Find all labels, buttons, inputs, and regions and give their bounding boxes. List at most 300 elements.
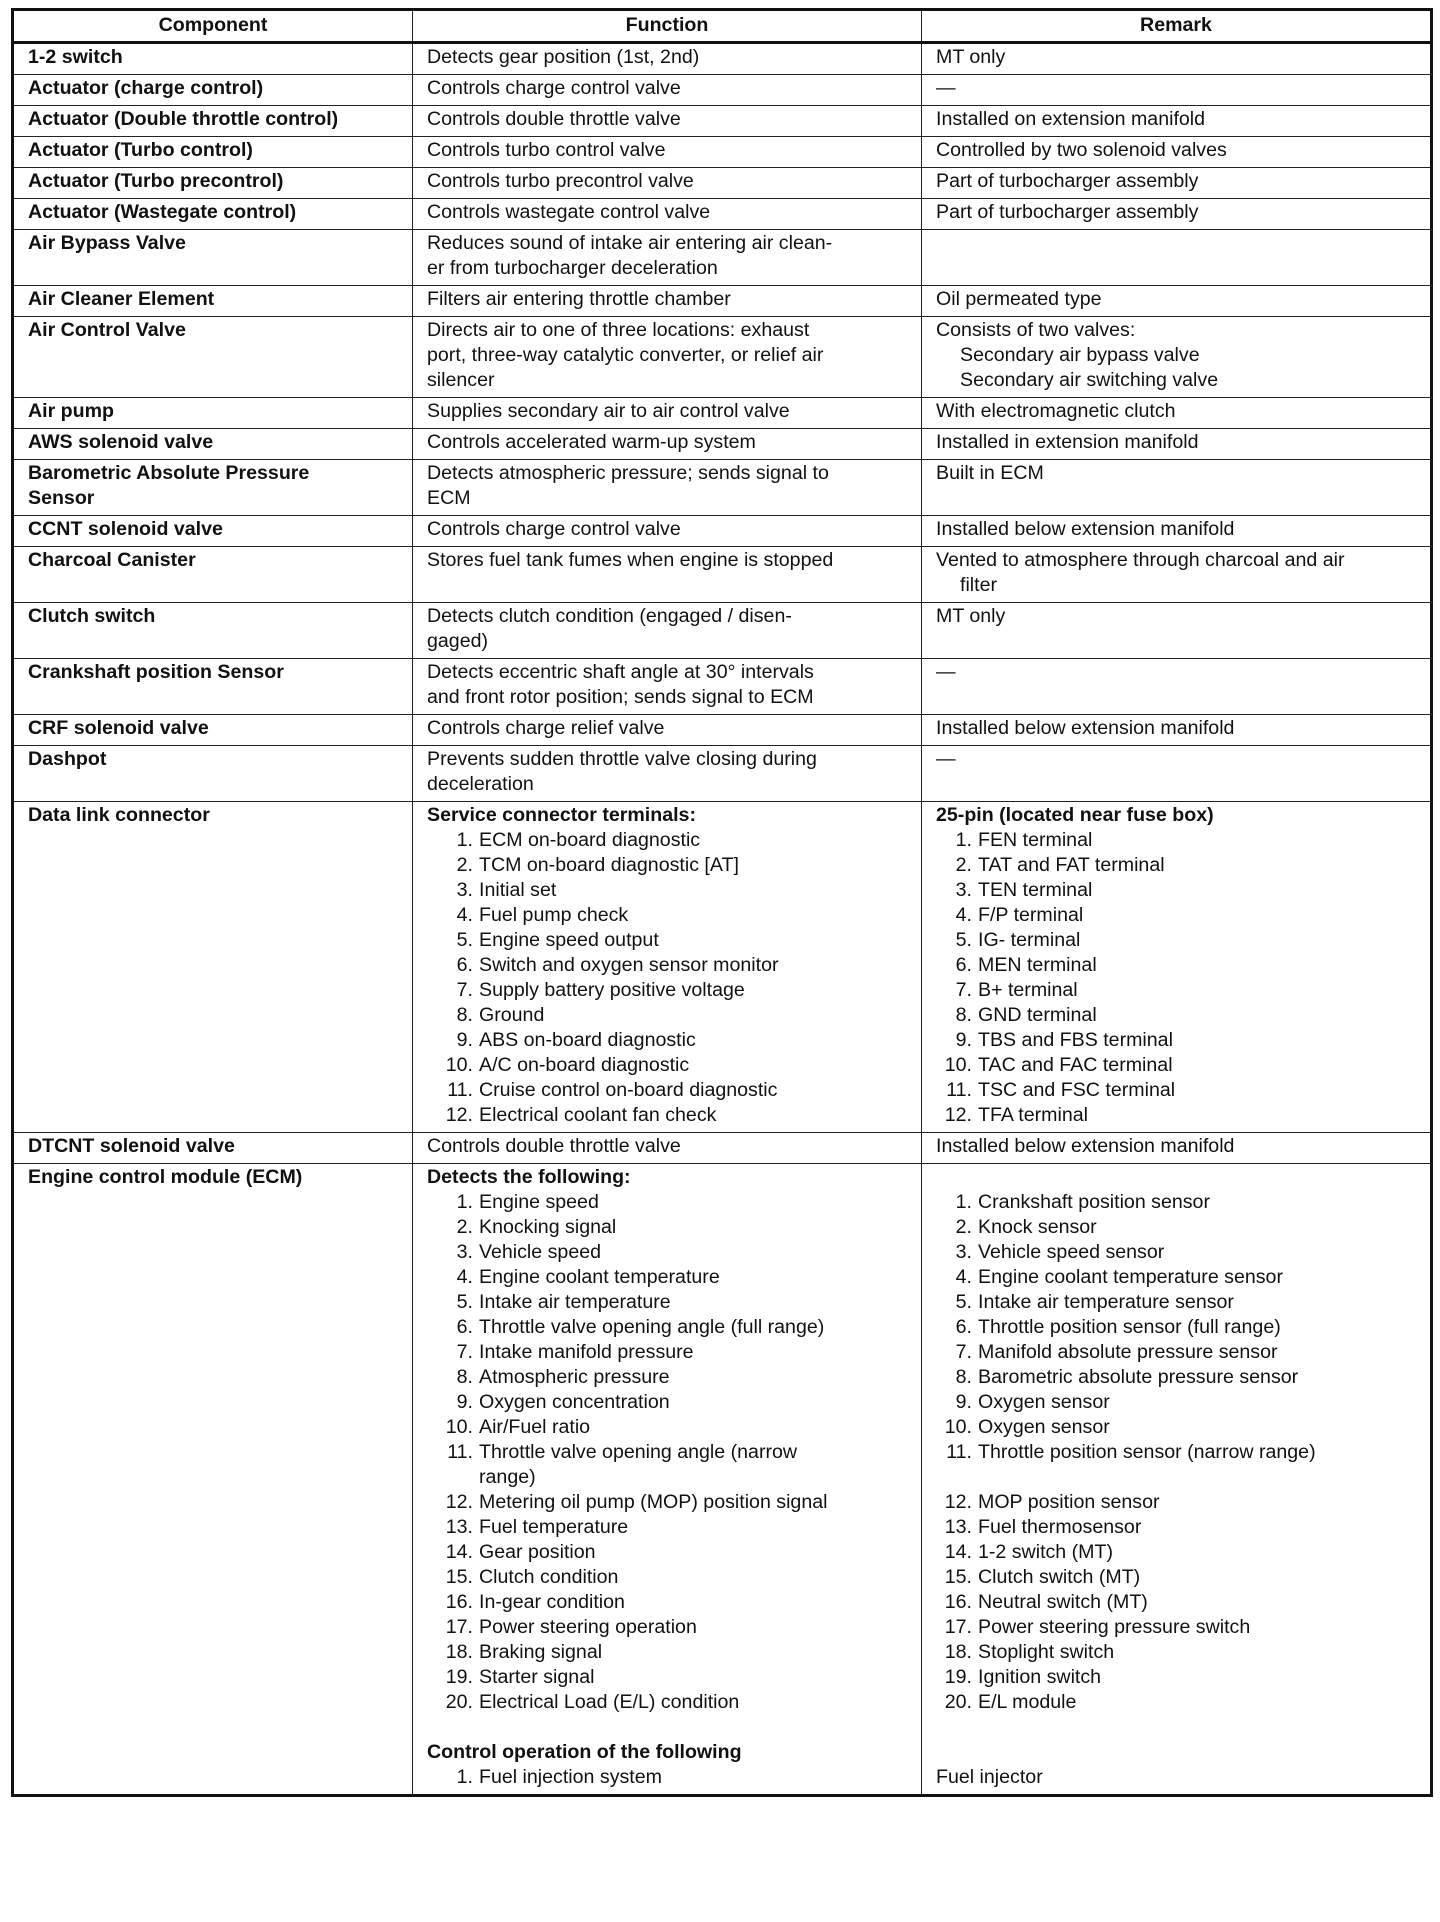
item-number: 1. [456,1191,473,1213]
item-text: Throttle position sensor (full range) [978,1316,1281,1338]
function-cell: Filters air entering throttle chamber [413,286,922,317]
remark-cell: Built in ECM [922,460,1432,516]
numbered-list [427,1190,907,1715]
spacer [936,1165,1416,1190]
item-number: 10. [944,1054,972,1076]
table-row [13,43,1432,75]
item-text: Switch and oxygen sensor monitor [479,954,779,976]
item-text: TAC and FAC terminal [978,1054,1173,1076]
remark-cell: Installed on extension manifold [922,106,1432,137]
item-number: 3. [456,879,473,901]
table-row [13,230,1432,286]
list-item [427,878,907,903]
item-number: 18. [445,1641,473,1663]
cell-line: Detects atmospheric pressure; sends signal to [427,462,829,484]
list-item [936,1003,1416,1028]
item-text: Intake manifold pressure [479,1341,694,1363]
remark-cell: Installed in extension manifold [922,429,1432,460]
item-text: Gear position [479,1541,596,1563]
remark-heading: 25-pin (located near fuse box) [936,804,1214,826]
item-text: Manifold absolute pressure sensor [978,1341,1278,1363]
list-item [427,1340,907,1365]
item-number: 6. [955,1316,972,1338]
header-component: Component [13,10,413,43]
item-number: 1. [456,829,473,851]
list-item [427,1053,907,1078]
list-item [936,978,1416,1003]
header-function: Function [413,10,922,43]
list-item [936,1615,1416,1640]
list-item [936,1515,1416,1540]
list-item [427,1103,907,1128]
numbered-list [427,1765,907,1790]
list-item [427,1315,907,1340]
remark-cell: Installed below extension manifold [922,715,1432,746]
item-text: Electrical Load (E/L) condition [479,1691,740,1713]
table-row [13,603,1432,659]
remark-cell: — [922,75,1432,106]
table-body [13,43,1432,1796]
item-text: Fuel temperature [479,1516,629,1538]
item-number: 4. [456,1266,473,1288]
list-item [936,1190,1416,1215]
list-item [427,1490,907,1515]
item-text: Cruise control on-board diagnostic [479,1079,778,1101]
list-item [936,1078,1416,1103]
list-item [427,1440,907,1490]
item-text: Braking signal [479,1641,603,1663]
remark-cell: MT only [922,43,1432,75]
list-item [936,1390,1416,1415]
item-number: 14. [445,1541,473,1563]
item-number: 15. [944,1566,972,1588]
cell-line: deceleration [427,773,534,795]
item-number: 6. [456,954,473,976]
item-number: 9. [456,1029,473,1051]
table-row [13,516,1432,547]
component-table [11,8,1433,1797]
function-cell: Controls charge control valve [413,516,922,547]
table-row [13,317,1432,398]
item-number: 20. [944,1691,972,1713]
component-cell: Actuator (Double throttle control) [13,106,413,137]
list-item [936,1365,1416,1390]
item-number: 5. [456,929,473,951]
component-cell [13,460,413,516]
list-item [936,1690,1416,1715]
cell-line: Secondary air switching valve [960,369,1219,391]
table-row [13,398,1432,429]
list-item [427,828,907,853]
item-number: 16. [944,1591,972,1613]
list-item [936,1053,1416,1078]
function-heading: Service connector terminals: [427,804,696,826]
component-cell: Air Control Valve [13,317,413,398]
table-row [13,659,1432,715]
function-cell: Controls charge relief valve [413,715,922,746]
item-number: 4. [955,1266,972,1288]
list-item [936,1265,1416,1290]
item-number: 18. [944,1641,972,1663]
list-item [936,1415,1416,1440]
item-text: GND terminal [978,1004,1097,1026]
component-cell: Air pump [13,398,413,429]
table-row [13,75,1432,106]
item-number: 15. [445,1566,473,1588]
list-item [936,1490,1416,1515]
item-text: FEN terminal [978,829,1093,851]
item-number: 9. [955,1391,972,1413]
item-text: TAT and FAT terminal [978,854,1165,876]
item-text: Initial set [479,879,557,901]
item-text: Ignition switch [978,1666,1102,1688]
function-cell [413,317,922,398]
list-item [427,978,907,1003]
item-text: 1-2 switch (MT) [978,1541,1113,1563]
item-number: 6. [955,954,972,976]
item-number: 11. [447,1441,473,1463]
item-text: Electrical coolant fan check [479,1104,717,1126]
item-number: 4. [955,904,972,926]
cell-line: Sensor [28,487,95,509]
item-text: Intake air temperature sensor [978,1291,1234,1313]
spacer [936,1465,1416,1490]
item-text: Throttle valve opening angle (full range) [479,1316,825,1338]
function-cell: Controls double throttle valve [413,1133,922,1164]
remark-cell: Part of turbocharger assembly [922,168,1432,199]
item-number: 9. [456,1391,473,1413]
remark-cell: Controlled by two solenoid valves [922,137,1432,168]
item-text: TSC and FSC terminal [978,1079,1176,1101]
item-text: A/C on-board diagnostic [479,1054,690,1076]
item-text: Throttle position sensor (narrow range) [978,1441,1316,1463]
list-item [427,853,907,878]
item-text: ECM on-board diagnostic [479,829,701,851]
component-cell: Actuator (Turbo precontrol) [13,168,413,199]
item-text: Metering oil pump (MOP) position signal [479,1491,828,1513]
component-cell: Engine control module (ECM) [13,1164,413,1796]
list-item [427,1565,907,1590]
cell-line: er from turbocharger deceleration [427,257,718,279]
remark-cell [922,1164,1432,1796]
item-number: 3. [955,1241,972,1263]
function-cell: Controls double throttle valve [413,106,922,137]
cell-line: Reduces sound of intake air entering air clean- [427,232,833,254]
cell-line: Detects clutch condition (engaged / disen- [427,605,792,627]
list-item [936,1640,1416,1665]
list-item [936,853,1416,878]
item-text: ABS on-board diagnostic [479,1029,696,1051]
item-number: 2. [456,854,473,876]
function-cell [413,603,922,659]
item-number: 7. [456,1341,473,1363]
table-row [13,429,1432,460]
list-item [427,1028,907,1053]
table-row [13,286,1432,317]
item-number: 20. [445,1691,473,1713]
function-cell: Supplies secondary air to air control valve [413,398,922,429]
item-text: Engine coolant temperature [479,1266,720,1288]
function-cell: Detects gear position (1st, 2nd) [413,43,922,75]
component-cell: Actuator (Wastegate control) [13,199,413,230]
remark-cell: MT only [922,603,1432,659]
item-text: Oxygen sensor [978,1391,1110,1413]
list-item [936,953,1416,978]
table-row [13,106,1432,137]
list-item [427,1415,907,1440]
item-text: Knock sensor [978,1216,1097,1238]
numbered-list [936,828,1416,1128]
cell-line: Consists of two valves: [936,319,1136,341]
component-cell: CRF solenoid valve [13,715,413,746]
item-text: MOP position sensor [978,1491,1160,1513]
function-cell: Controls turbo precontrol valve [413,168,922,199]
list-item [427,1390,907,1415]
list-item [936,1440,1416,1465]
table-row [13,547,1432,603]
item-text: B+ terminal [978,979,1078,1001]
component-cell: Charcoal Canister [13,547,413,603]
item-number: 11. [946,1441,972,1463]
function-cell [413,746,922,802]
item-number: 13. [445,1516,473,1538]
table-row [13,1133,1432,1164]
item-number: 10. [445,1416,473,1438]
item-text: Engine speed output [479,929,659,951]
list-item [936,1240,1416,1265]
item-text: Clutch switch (MT) [978,1566,1141,1588]
cell-line: and front rotor position; sends signal to ECM [427,686,814,708]
item-text: TCM on-board diagnostic [AT] [479,854,739,876]
component-cell: 1-2 switch [13,43,413,75]
remark-cell: — [922,746,1432,802]
item-text: TFA terminal [978,1104,1088,1126]
item-text: Air/Fuel ratio [479,1416,591,1438]
list-item [936,1028,1416,1053]
component-cell: Crankshaft position Sensor [13,659,413,715]
list-item [427,1540,907,1565]
item-number: 12. [445,1104,473,1126]
item-number: 19. [944,1666,972,1688]
function-cell: Controls accelerated warm-up system [413,429,922,460]
list-item [936,828,1416,853]
item-number: 5. [955,1291,972,1313]
function-cell [413,802,922,1133]
item-number: 10. [944,1416,972,1438]
item-text: Stoplight switch [978,1641,1115,1663]
item-text: Oxygen sensor [978,1416,1110,1438]
item-number: 8. [955,1366,972,1388]
list-item [936,1590,1416,1615]
header-remark: Remark [922,10,1432,43]
item-number: 8. [456,1366,473,1388]
control-remark: Fuel injector [936,1766,1043,1788]
cell-line: port, three-way catalytic converter, or relief air [427,344,824,366]
item-text: Fuel pump check [479,904,629,926]
function-heading: Detects the following: [427,1166,631,1188]
list-item [936,1215,1416,1240]
item-number: 11. [946,1079,972,1101]
item-number: 4. [456,904,473,926]
item-text: TBS and FBS terminal [978,1029,1173,1051]
list-item [936,1290,1416,1315]
item-text: Barometric absolute pressure sensor [978,1366,1299,1388]
list-item [427,1003,907,1028]
item-text: Fuel thermosensor [978,1516,1142,1538]
component-cell: Data link connector [13,802,413,1133]
list-item [936,1315,1416,1340]
function-cell [413,1164,922,1796]
item-text: Power steering operation [479,1616,697,1638]
table-row [13,168,1432,199]
list-item [936,1103,1416,1128]
list-item [427,1615,907,1640]
remark-cell: Installed below extension manifold [922,516,1432,547]
item-text: Vehicle speed sensor [978,1241,1165,1263]
cell-line: Detects eccentric shaft angle at 30° intervals [427,661,814,683]
item-text: Clutch condition [479,1566,619,1588]
item-text: IG- terminal [978,929,1081,951]
item-number: 10. [445,1054,473,1076]
item-text: Oxygen concentration [479,1391,670,1413]
item-number: 7. [456,979,473,1001]
item-number: 17. [445,1616,473,1638]
item-number: 5. [456,1291,473,1313]
item-number: 3. [456,1241,473,1263]
header-row [13,10,1432,43]
remark-cell: Installed below extension manifold [922,1133,1432,1164]
item-text: In-gear condition [479,1591,625,1613]
item-number: 14. [944,1541,972,1563]
item-text: Power steering pressure switch [978,1616,1251,1638]
list-item [936,1665,1416,1690]
spacer [936,1740,1416,1765]
component-cell: DTCNT solenoid valve [13,1133,413,1164]
list-item [427,1765,907,1790]
list-item [427,1515,907,1540]
list-item [936,928,1416,953]
item-number: 9. [955,1029,972,1051]
item-text: Crankshaft position sensor [978,1191,1210,1213]
item-number: 5. [955,929,972,951]
table-row [13,460,1432,516]
item-text: Throttle valve opening angle (narrow range) [479,1441,798,1488]
item-text: Supply battery positive voltage [479,979,745,1001]
item-text: Atmospheric pressure [479,1366,670,1388]
item-number: 1. [456,1766,473,1788]
cell-line: Directs air to one of three locations: exhaust [427,319,810,341]
remark-cell: Oil permeated type [922,286,1432,317]
component-cell: Air Bypass Valve [13,230,413,286]
cell-line: ECM [427,487,471,509]
cell-line: Vented to atmosphere through charcoal and air [936,549,1345,571]
component-cell: Actuator (charge control) [13,75,413,106]
item-number: 12. [445,1491,473,1513]
item-text: MEN terminal [978,954,1097,976]
spacer [427,1715,907,1740]
list-item [427,1078,907,1103]
cell-line: silencer [427,369,495,391]
component-cell: Air Cleaner Element [13,286,413,317]
control-heading: Control operation of the following [427,1741,742,1763]
table-row [13,1164,1432,1796]
function-cell [413,460,922,516]
spacer [936,1715,1416,1740]
component-cell: CCNT solenoid valve [13,516,413,547]
cell-line: Secondary air bypass valve [960,344,1200,366]
list-item [427,1665,907,1690]
cell-line: Prevents sudden throttle valve closing during [427,748,817,770]
list-item [936,1565,1416,1590]
item-number: 6. [456,1316,473,1338]
item-text: E/L module [978,1691,1077,1713]
item-number: 7. [955,1341,972,1363]
item-text: Vehicle speed [479,1241,602,1263]
item-number: 12. [944,1104,972,1126]
item-number: 11. [447,1079,473,1101]
item-number: 1. [955,1191,972,1213]
list-item [427,1590,907,1615]
list-item [427,1240,907,1265]
remark-cell: Part of turbocharger assembly [922,199,1432,230]
table-row [13,746,1432,802]
cell-line: Barometric Absolute Pressure [28,462,310,484]
list-item [427,1190,907,1215]
remark-cell [922,317,1432,398]
item-text: Fuel injection system [479,1766,662,1788]
component-cell: AWS solenoid valve [13,429,413,460]
component-cell: Clutch switch [13,603,413,659]
list-item [936,1540,1416,1565]
list-item [427,1215,907,1240]
item-text: F/P terminal [978,904,1084,926]
item-text: Engine coolant temperature sensor [978,1266,1283,1288]
list-item [427,1290,907,1315]
remark-cell: — [922,659,1432,715]
list-item [427,1265,907,1290]
remark-cell: With electromagnetic clutch [922,398,1432,429]
item-text: Starter signal [479,1666,595,1688]
item-number: 8. [456,1004,473,1026]
function-cell [413,659,922,715]
remark-cell [922,230,1432,286]
component-cell: Dashpot [13,746,413,802]
item-text: Knocking signal [479,1216,617,1238]
list-item [427,928,907,953]
numbered-list [936,1190,1416,1715]
component-cell: Actuator (Turbo control) [13,137,413,168]
item-text: TEN terminal [978,879,1093,901]
item-text: Intake air temperature [479,1291,671,1313]
numbered-list [427,828,907,1128]
table-row [13,137,1432,168]
list-item [936,878,1416,903]
item-number: 13. [944,1516,972,1538]
item-number: 3. [955,879,972,901]
item-number: 7. [955,979,972,1001]
remark-cell [922,547,1432,603]
table-row [13,802,1432,1133]
function-cell: Stores fuel tank fumes when engine is stopped [413,547,922,603]
list-item [427,903,907,928]
item-number: 17. [944,1616,972,1638]
item-text: Neutral switch (MT) [978,1591,1148,1613]
remark-cell [922,802,1432,1133]
function-cell: Controls wastegate control valve [413,199,922,230]
item-number: 8. [955,1004,972,1026]
table-row [13,199,1432,230]
item-text: Ground [479,1004,545,1026]
